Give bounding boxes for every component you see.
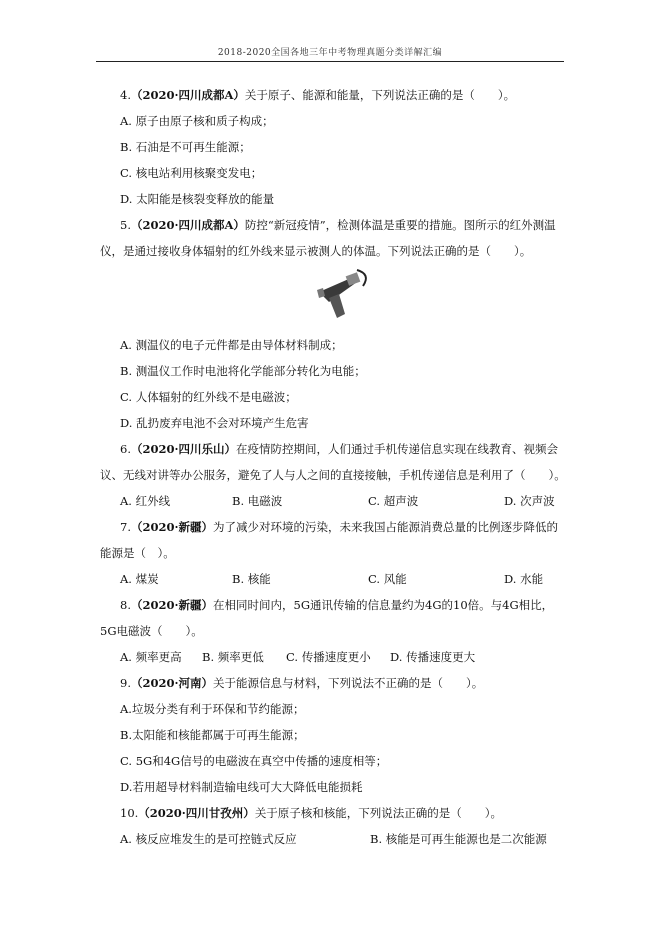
option-b: B. 核能 bbox=[232, 572, 271, 586]
question-text: 关于原子核和核能，下列说法正确的是（ ）。 bbox=[254, 806, 503, 820]
question-4-stem bbox=[120, 87, 515, 103]
option-a: A. 红外线 bbox=[120, 494, 171, 508]
option-c: C. 核电站利用核聚变发电； bbox=[120, 166, 263, 180]
question-text: 为了减少对环境的污染，未来我国占能源消费总量的比例逐步降低的 bbox=[213, 520, 558, 534]
option-d: D. 水能 bbox=[504, 572, 544, 586]
option-c: C. 5G和4G信号的电磁波在真空中传播的速度相等； bbox=[120, 754, 388, 768]
option-d: D. 太阳能是核裂变释放的能量 bbox=[120, 192, 275, 206]
option-a: A. 原子由原子核和质子构成； bbox=[120, 114, 274, 128]
question-7-stem bbox=[120, 519, 558, 535]
question-source: （2020·四川成都A） bbox=[130, 218, 245, 232]
question-text: 防控“新冠疫情”，检测体温是重要的措施。图所示的红外测温 bbox=[244, 218, 556, 232]
question-text: 在疫情防控期间，人们通过手机传递信息实现在线教育、视频会 bbox=[236, 442, 558, 456]
question-source: （2020·新疆） bbox=[130, 598, 213, 612]
option-c: C. 超声波 bbox=[368, 494, 419, 508]
question-number: 7. bbox=[120, 520, 131, 534]
question-number: 6. bbox=[120, 442, 131, 456]
option-d: D. 次声波 bbox=[504, 494, 555, 508]
option-d: D. 乱扔废弃电池不会对环境产生危害 bbox=[120, 416, 309, 430]
option-c: C. 人体辐射的红外线不是电磁波； bbox=[120, 390, 297, 404]
option-a: A.垃圾分类有利于环保和节约能源； bbox=[120, 702, 305, 716]
option-d: D. 传播速度更大 bbox=[390, 650, 476, 664]
question-source: （2020·四川成都A） bbox=[130, 88, 245, 102]
question-number: 5. bbox=[120, 218, 131, 232]
question-source: （2020·四川乐山） bbox=[130, 442, 236, 456]
question-6-stem-cont: 议、无线对讲等办公服务，避免了人与人之间的直接接触，手机传递信息是利用了（ ）。 bbox=[100, 468, 566, 482]
question-number: 9. bbox=[120, 676, 131, 690]
infrared-thermometer-image bbox=[311, 268, 373, 322]
option-a: A. 煤炭 bbox=[120, 572, 159, 586]
question-text: 关于能源信息与材料，下列说法不正确的是（ ）。 bbox=[213, 676, 484, 690]
question-7-stem-cont: 能源是（ ）。 bbox=[100, 546, 175, 560]
question-9-stem bbox=[120, 675, 483, 691]
question-source: （2020·河南） bbox=[130, 676, 213, 690]
question-5-stem-cont: 仪，是通过接收身体辐射的红外线来显示被测人的体温。下列说法正确的是（ ）。 bbox=[100, 244, 532, 258]
option-b: B. 测温仪工作时电池将化学能部分转化为电能； bbox=[120, 364, 366, 378]
header-rule bbox=[96, 61, 564, 62]
page-header: 2018-2020全国各地三年中考物理真题分类详解汇编 bbox=[217, 48, 443, 58]
option-b: B.太阳能和核能都属于可再生能源； bbox=[120, 728, 305, 742]
option-b: B. 频率更低 bbox=[202, 650, 264, 664]
option-b: B. 电磁波 bbox=[232, 494, 283, 508]
question-text: 在相同时间内，5G通讯传输的信息量约为4G的10倍。与4G相比， bbox=[213, 598, 554, 612]
question-6-stem bbox=[120, 441, 558, 457]
option-a: A. 核反应堆发生的是可控链式反应 bbox=[120, 832, 297, 846]
question-number: 8. bbox=[120, 598, 131, 612]
option-c: C. 传播速度更小 bbox=[286, 650, 371, 664]
option-a: A. 测温仪的电子元件都是由导体材料制成； bbox=[120, 338, 343, 352]
question-number: 10. bbox=[120, 806, 139, 820]
option-b: B. 石油是不可再生能源； bbox=[120, 140, 251, 154]
option-b: B. 核能是可再生能源也是二次能源 bbox=[370, 832, 547, 846]
question-8-stem bbox=[120, 597, 553, 613]
question-10-stem bbox=[120, 805, 502, 821]
question-5-stem bbox=[120, 217, 556, 233]
question-source: （2020·四川甘孜州） bbox=[138, 806, 255, 820]
option-c: C. 风能 bbox=[368, 572, 407, 586]
question-8-stem-cont: 5G电磁波（ ）。 bbox=[100, 624, 203, 638]
question-source: （2020·新疆） bbox=[130, 520, 213, 534]
question-text: 关于原子、能源和能量，下列说法正确的是（ ）。 bbox=[244, 88, 516, 102]
option-d: D.若用超导材料制造输电线可大大降低电能损耗 bbox=[120, 780, 363, 794]
option-a: A. 频率更高 bbox=[120, 650, 182, 664]
question-number: 4. bbox=[120, 88, 131, 102]
